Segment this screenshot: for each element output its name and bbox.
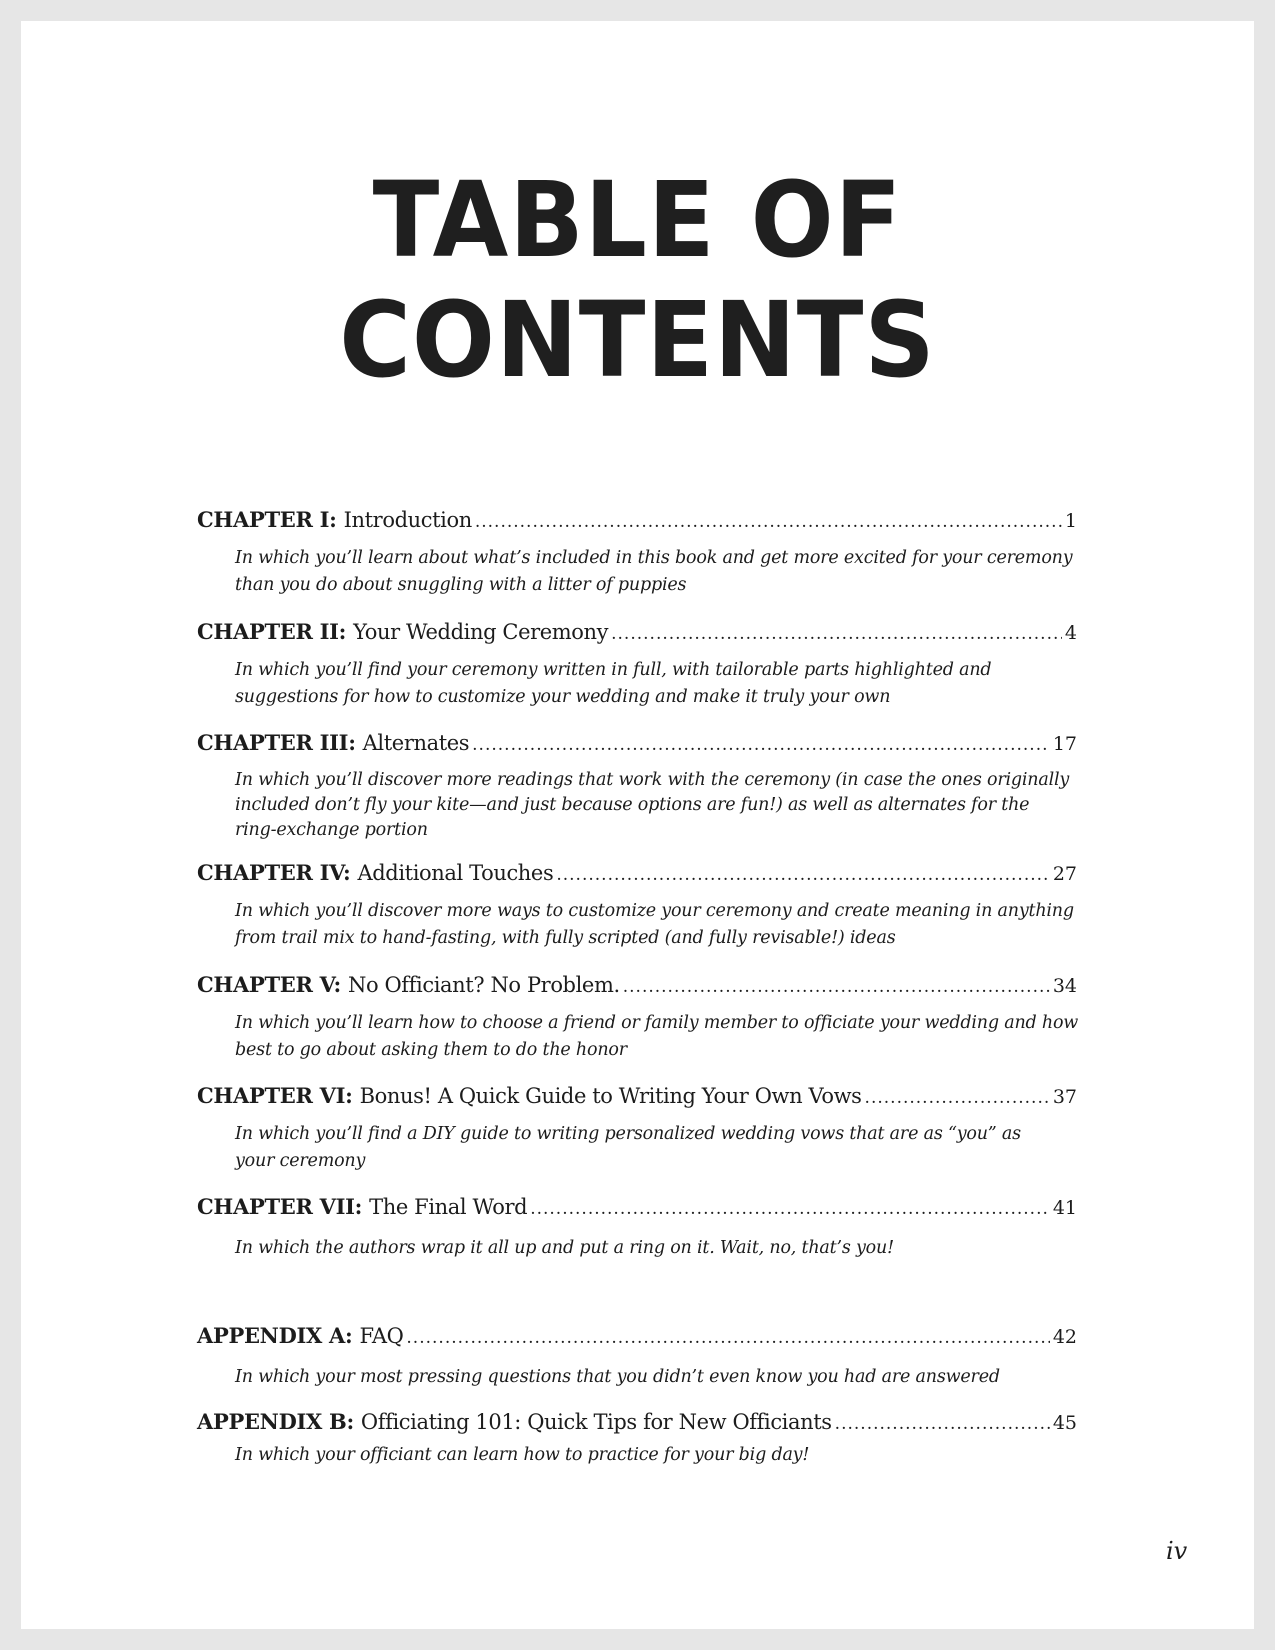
toc-entry-description xyxy=(235,545,1077,599)
toc-entry-chapter-6[interactable] xyxy=(197,1082,1077,1175)
page-title-line-1: TABLE OF xyxy=(372,159,903,281)
description-line: ring-exchange portion xyxy=(235,820,428,840)
description-line: In which you’ll learn how to choose a friend or family member to officiate your wedding and how xyxy=(235,1013,1079,1033)
dot-leader xyxy=(472,731,1050,759)
description-line: In which you’ll discover more ways to customize your ceremony and create meaning in anything xyxy=(235,901,1074,921)
toc-entry-chapter-3[interactable] xyxy=(197,729,1077,843)
dot-leader xyxy=(835,1410,1050,1438)
toc-entry-appendix-a[interactable] xyxy=(197,1322,1077,1391)
dot-leader xyxy=(865,1084,1050,1112)
toc-entry-label: CHAPTER VII: xyxy=(197,1194,363,1219)
toc-entry-heading xyxy=(197,1082,1077,1112)
toc-entry-page-number: 41 xyxy=(1052,1197,1077,1219)
toc-entry-label: APPENDIX B: xyxy=(197,1409,354,1434)
dot-leader xyxy=(406,1324,1049,1352)
toc-entry-title: Bonus! A Quick Guide to Writing Your Own Vows xyxy=(359,1084,862,1108)
toc-entry-appendix-b[interactable] xyxy=(197,1408,1077,1469)
toc-entry-label: APPENDIX A: xyxy=(197,1323,353,1348)
toc-entry-chapter-5[interactable] xyxy=(197,971,1077,1064)
toc-entry-label: CHAPTER I: xyxy=(197,507,337,532)
description-line: In which you’ll find your ceremony written in full, with tailorable parts highlighted and xyxy=(235,660,992,680)
toc-entry-label: CHAPTER II: xyxy=(197,619,347,644)
description-line: your ceremony xyxy=(235,1151,366,1171)
toc-entry-title: Additional Touches xyxy=(357,861,554,885)
toc-entry-heading xyxy=(197,1193,1077,1223)
toc-entry-description xyxy=(235,1010,1077,1064)
description-line: best to go about asking them to do the honor xyxy=(235,1040,627,1060)
toc-entry-heading xyxy=(197,618,1077,648)
description-line: suggestions for how to customize your wedding and make it truly your own xyxy=(235,687,891,707)
toc-entry-title: Your Wedding Ceremony xyxy=(353,620,609,644)
toc-entry-description xyxy=(235,657,1077,711)
description-line: In which the authors wrap it all up and put a ring on it. Wait, no, that’s you! xyxy=(235,1238,894,1258)
description-line: In which your most pressing questions that you didn’t even know you had are answered xyxy=(235,1367,1000,1387)
toc-entry-description xyxy=(235,1364,1077,1391)
toc-entry-chapter-2[interactable] xyxy=(197,618,1077,711)
dot-leader xyxy=(611,620,1062,648)
toc-entry-label: CHAPTER V: xyxy=(197,972,341,997)
page-title xyxy=(38,160,1237,400)
toc-entry-title: Introduction xyxy=(343,508,472,532)
toc-entry-page-number: 34 xyxy=(1052,975,1077,997)
toc-entry-page-number: 37 xyxy=(1052,1086,1077,1108)
dot-leader xyxy=(623,973,1050,1001)
description-line: In which you’ll learn about what’s included in this book and get more excited for your ceremony xyxy=(235,548,1073,568)
dot-leader xyxy=(556,861,1049,889)
toc-entry-label: CHAPTER IV: xyxy=(197,860,351,885)
toc-entry-title: Officiating 101: Quick Tips for New Officiants xyxy=(360,1410,832,1434)
toc-entry-page-number: 4 xyxy=(1064,622,1077,644)
toc-entry-chapter-7[interactable] xyxy=(197,1193,1077,1262)
description-line: In which you’ll discover more readings that work with the ceremony (in case the ones originally xyxy=(235,770,1070,790)
toc-entry-heading xyxy=(197,971,1077,1001)
toc-entry-page-number: 1 xyxy=(1064,510,1077,532)
toc-entry-description xyxy=(235,1442,1077,1469)
toc-entry-description xyxy=(235,768,1077,843)
description-line: In which your officiant can learn how to practice for your big day! xyxy=(235,1445,810,1465)
toc-entry-heading xyxy=(197,506,1077,536)
toc-entry-page-number: 27 xyxy=(1052,863,1077,885)
toc-entry-page-number: 45 xyxy=(1052,1412,1077,1434)
toc-entry-heading xyxy=(197,1322,1077,1352)
toc-entry-description xyxy=(235,898,1077,952)
toc-entry-heading xyxy=(197,859,1077,889)
toc-entry-description xyxy=(235,1121,1077,1175)
toc-entry-title: FAQ xyxy=(359,1324,404,1348)
toc-entry-heading xyxy=(197,729,1077,759)
description-line: than you do about snuggling with a litter of puppies xyxy=(235,575,687,595)
dot-leader xyxy=(475,508,1062,536)
toc-entry-title: No Officiant? No Problem. xyxy=(347,973,620,997)
toc-entry-chapter-1[interactable] xyxy=(197,506,1077,599)
description-line: included don’t fly your kite—and just because options are fun!) as well as alternates for the xyxy=(235,795,1030,815)
description-line: In which you’ll find a DIY guide to writing personalized wedding vows that are as “you” as xyxy=(235,1124,1021,1144)
toc-entry-label: CHAPTER III: xyxy=(197,730,356,755)
toc-entry-title: Alternates xyxy=(362,731,470,755)
toc-entry-description xyxy=(235,1235,1077,1262)
toc-entry-chapter-4[interactable] xyxy=(197,859,1077,952)
page-title-line-2: CONTENTS xyxy=(339,279,936,401)
dot-leader xyxy=(530,1195,1050,1223)
toc-entry-page-number: 17 xyxy=(1052,733,1077,755)
description-line: from trail mix to hand-fasting, with fully scripted (and fully revisable!) ideas xyxy=(235,928,896,948)
toc-entry-heading xyxy=(197,1408,1077,1438)
toc-entry-page-number: 42 xyxy=(1052,1326,1077,1348)
toc-entry-title: The Final Word xyxy=(369,1195,528,1219)
toc-entry-label: CHAPTER VI: xyxy=(197,1083,353,1108)
page-folio: iv xyxy=(1166,1537,1188,1565)
